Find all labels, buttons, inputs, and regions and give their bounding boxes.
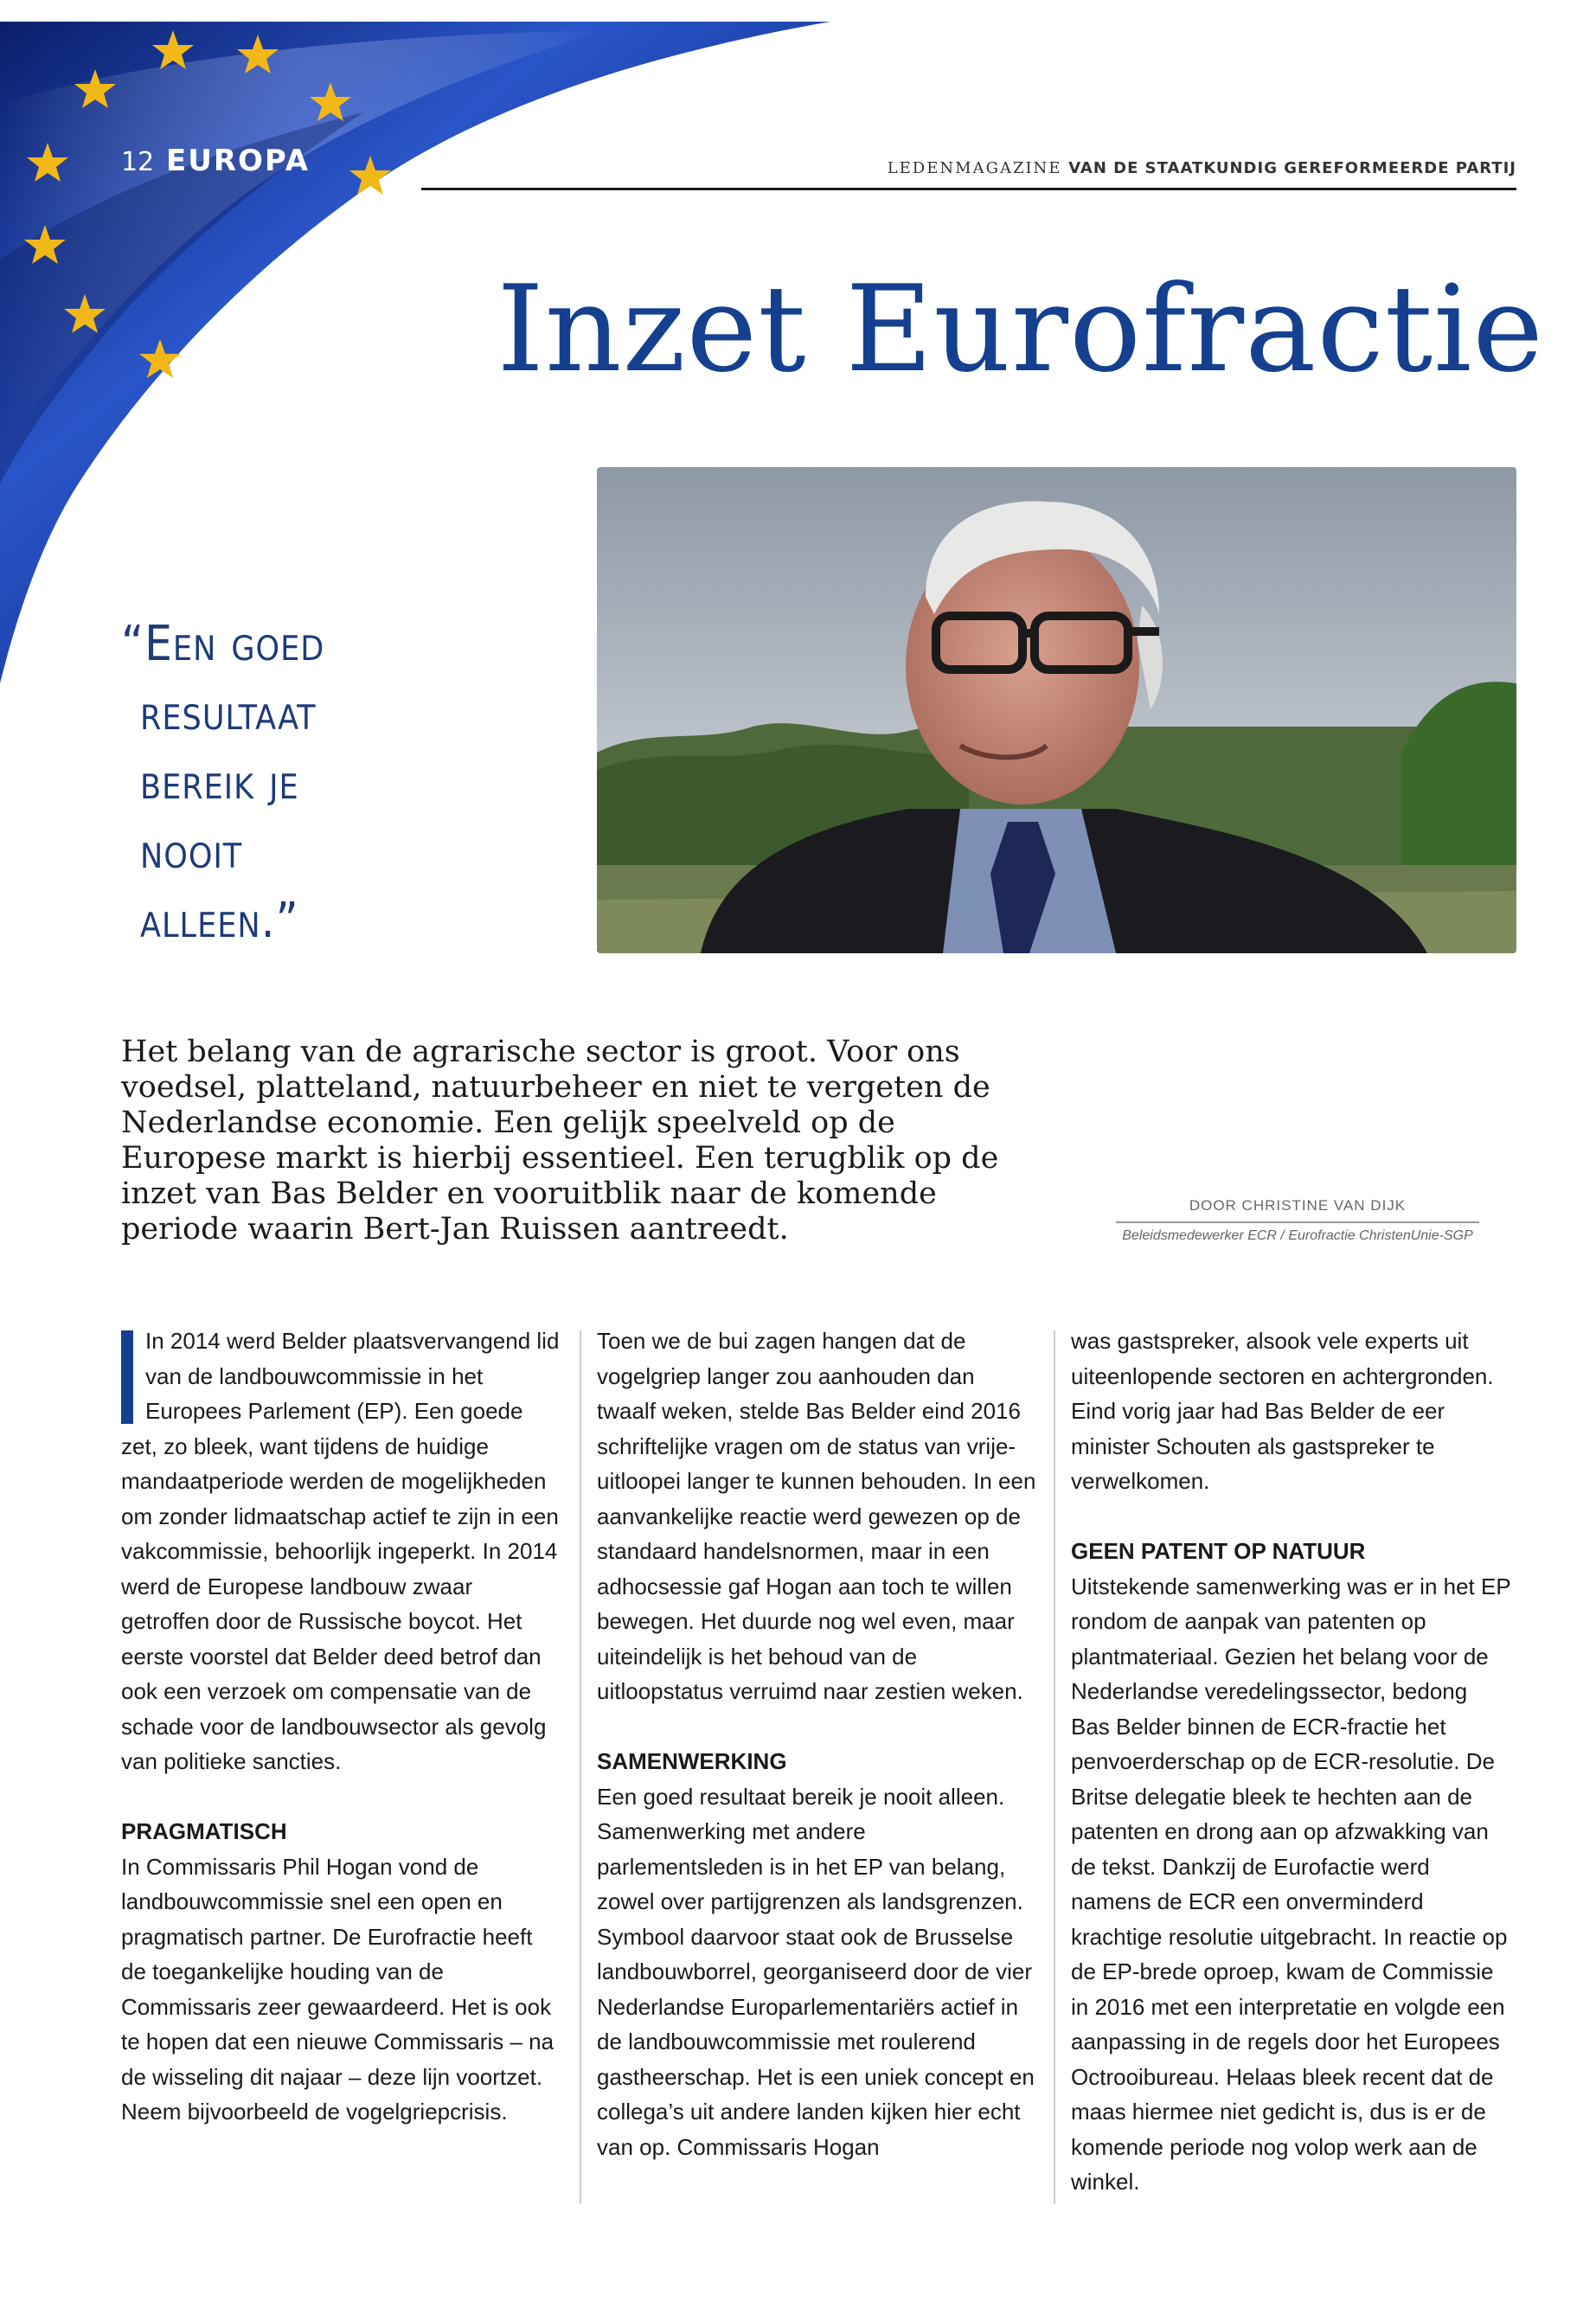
masthead-light: LEDENMAGAZINE bbox=[887, 159, 1062, 177]
page-number: 12 bbox=[121, 147, 155, 177]
body-paragraph: was gastspreker, alsook vele experts uit uiteenlopende sectoren en achtergronden. Eind vorig jaar had Bas Belder de eer minister Schouten als gastspreker te verwelkomen. bbox=[1071, 1328, 1494, 1494]
quote-line: nooit bbox=[140, 824, 243, 880]
body-paragraph: Een goed resultaat bereik je nooit alleen. Samenwerking met andere parlementsleden is in het EP van belang, zowel over partijgrenzen als landsgrenzen. Symbool daarvoor staat ook de Brusselse landbouwborrel, georganiseerd door de vier Nederlandse Europarlementariërs actief in de landbouwcommissie met roulerend gastheerschap. Het is een uniek concept en collega’s uit andere landen kijken hier echt van op. Commissaris Hogan bbox=[597, 1783, 1035, 2160]
column-3 bbox=[1071, 1324, 1512, 2200]
quote-line: “Een goed bbox=[121, 616, 325, 672]
body-paragraph: In 2014 werd Belder plaatsvervangend lid van de landbouwcommissie in het Europees Parlement (EP). Een goede zet, zo bleek, want tijdens de huidige mandaatperiode werden de mogelijkheden om zonder lidmaatschap actief te zijn in een vakcommissie, behoorlijk ingeperkt. In 2014 werd de Europese landbouw zwaar getroffen door de Russische boycot. Het eerste voorstel dat Belder deed betrof dan ook een verzoek om compensatie van de schade voor de landbouwsector als gevolg van politieke sancties. bbox=[121, 1328, 560, 1774]
body-paragraph: In Commissaris Phil Hogan vond de landbouwcommissie snel een open en pragmatisch partner. De Eurofractie heeft de toegankelijke houding van de Commissaris zeer gewaardeerd. Het is ook te hopen dat een nieuwe Commissaris – na de wisseling dit najaar – deze lijn voortzet. bbox=[121, 1853, 554, 2090]
body-paragraph: Neem bijvoorbeeld de vogelgriepcrisis. bbox=[121, 2099, 508, 2125]
masthead-bold: VAN DE STAATKUNDIG GEREFORMEERDE PARTIJ bbox=[1068, 159, 1516, 177]
body-paragraph: Toen we de bui zagen hangen dat de vogelgriep langer zou aanhouden dan twaalf weken, stelde Bas Belder eind 2016 schriftelijke vragen om de status van vrije-uitloopei langer te kunnen behouden. In een aanvankelijke reactie werd gewezen op de standaard handelsnormen, maar in een adhocsessie gaf Hogan aan toch te willen bewegen. Het duurde nog wel even, maar uiteindelijk is het behoud van de uitloopstatus verruimd naar zestien weken. bbox=[597, 1328, 1036, 1704]
section-label: EUROPA bbox=[166, 144, 311, 178]
subheading: PRAGMATISCH bbox=[121, 1818, 287, 1844]
column-1 bbox=[121, 1324, 562, 2130]
byline bbox=[1116, 1197, 1479, 1244]
portrait-photo bbox=[597, 467, 1516, 953]
article-title: Inzet Eurofractie bbox=[497, 260, 1544, 399]
subheading: SAMENWERKING bbox=[597, 1748, 787, 1774]
subheading: GEEN PATENT OP NATUUR bbox=[1071, 1538, 1366, 1564]
drop-cap bbox=[121, 1330, 133, 1424]
quote-line: alleen.” bbox=[140, 893, 299, 949]
byline-role: Beleidsmedewerker ECR / Eurofractie ChristenUnie-SGP bbox=[1122, 1228, 1473, 1243]
column-2 bbox=[597, 1324, 1038, 2164]
column-divider bbox=[580, 1330, 581, 2204]
quote-line: bereik je bbox=[140, 754, 299, 811]
body-paragraph: Uitstekende samenwerking was er in het EP rondom de aanpak van patenten op plantmateriaal. Gezien het belang voor de Nederlandse veredelingssector, bedong Bas Belder binnen de ECR-fractie het penvoerderschap op de ECR-resolutie. De Britse delegatie bleek te hechten aan de patenten en drong aan op afzwakking van de tekst. Dankzij de Eurofactie werd namens de ECR een onverminderd krachtige resolutie uitgebracht. In reactie op de EP-brede oproep, kwam de Commissie in 2016 met een interpretatie en volgde een aanpassing in de regels door het Europees Octrooibureau. Helaas bleek recent dat de maas hiermee niet gedicht is, dus is er de komende periode nog volop werk aan de winkel. bbox=[1071, 1573, 1511, 2195]
byline-author: DOOR CHRISTINE VAN DIJK bbox=[1189, 1197, 1407, 1214]
header-rule bbox=[421, 188, 1516, 190]
quote-line: resultaat bbox=[140, 685, 317, 741]
byline-divider bbox=[1116, 1221, 1479, 1223]
lead-paragraph: Het belang van de agrarische sector is groot. Voor ons voedsel, platteland, natuurbeheer en niet te vergeten de Nederlandse economie. Een gelijk speelveld op de Europese markt is hierbij essentieel. Een terugblik op de inzet van Bas Belder en vooruitblik naar de komende periode waarin Bert-Jan Ruissen aantreedt. bbox=[121, 1035, 999, 1247]
column-divider bbox=[1054, 1330, 1055, 2204]
pull-quote bbox=[121, 610, 346, 956]
masthead bbox=[888, 159, 1516, 177]
